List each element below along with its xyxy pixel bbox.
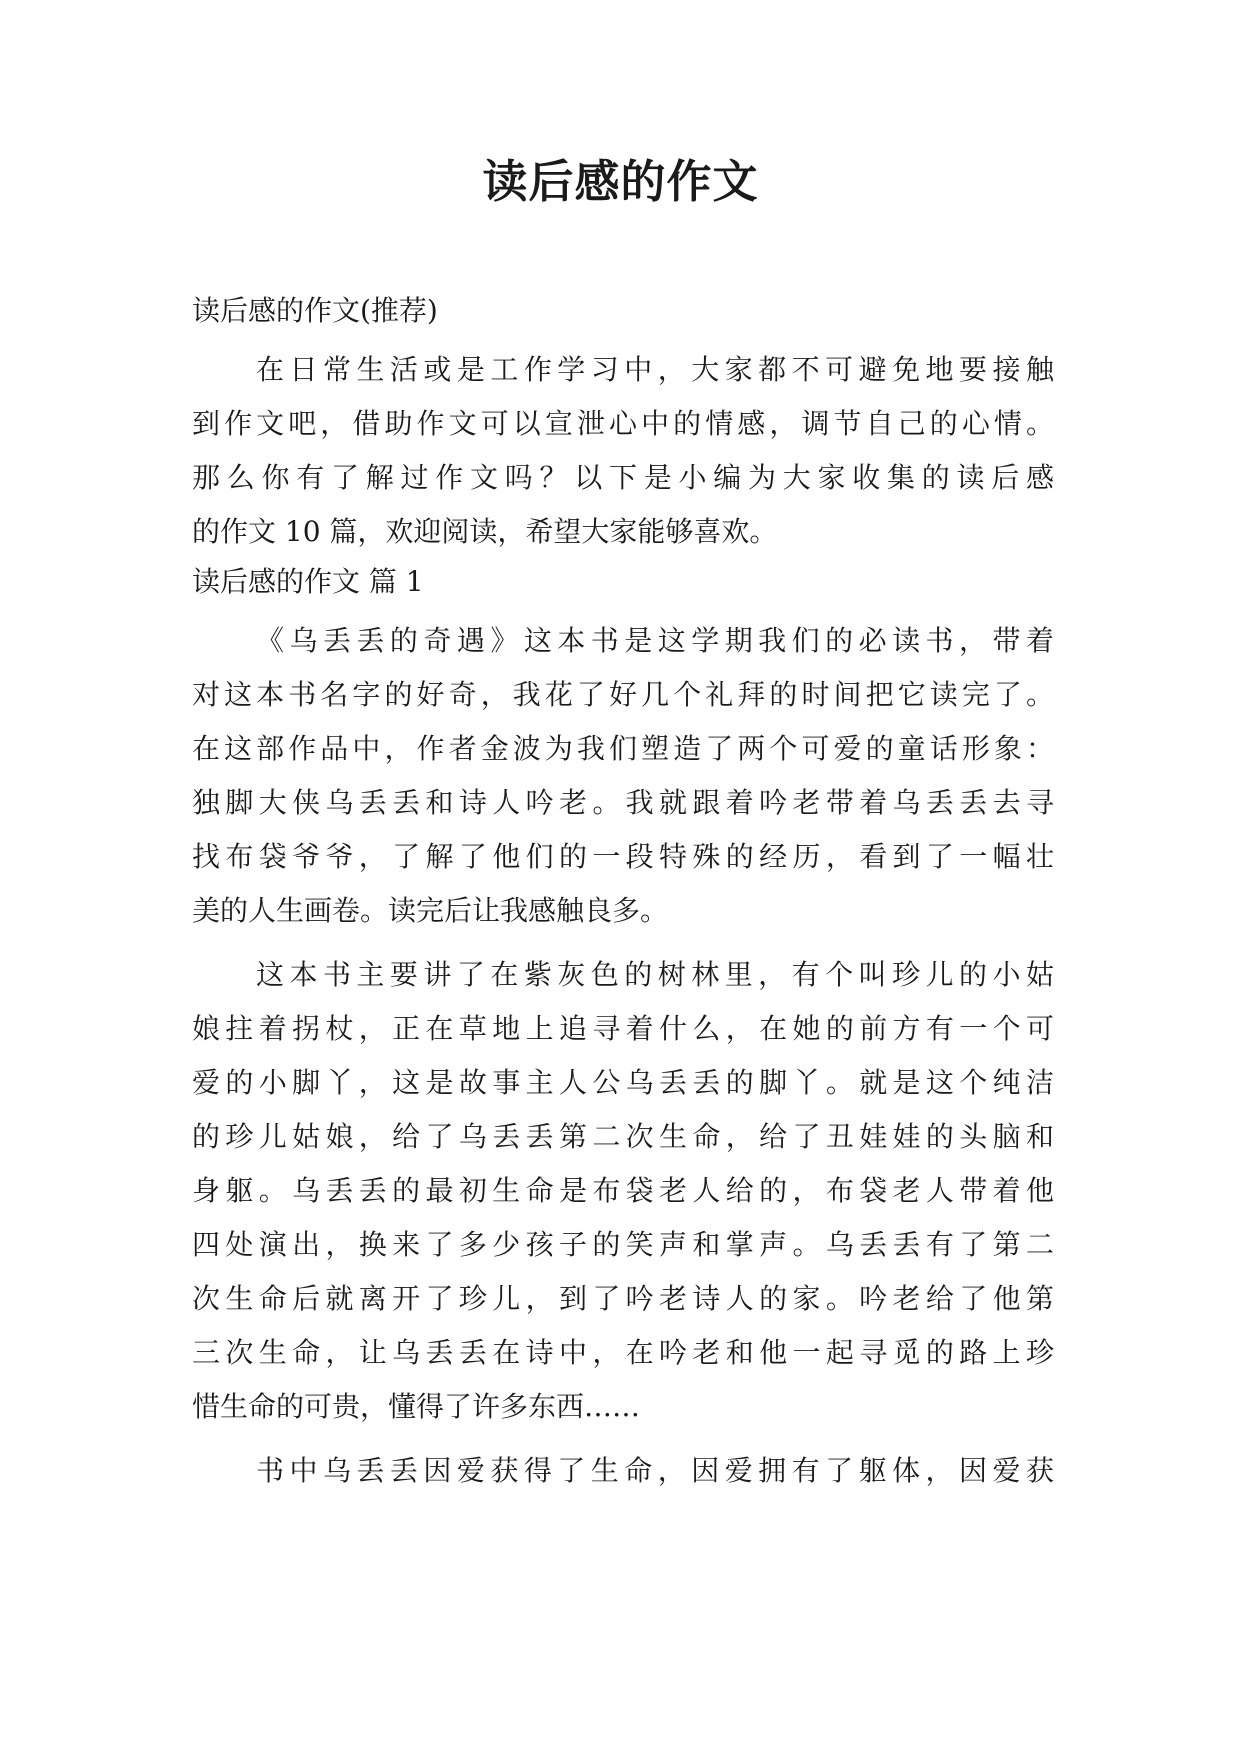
intro-paragraph [192,343,1054,559]
text-line: 次生命后就离开了珍儿，到了吟老诗人的家。吟老给了他第 [192,1282,1054,1315]
text-line: 三次生命，让乌丢丢在诗中，在吟老和他一起寻觅的路上珍 [192,1336,1054,1369]
text-line: 那么你有了解过作文吗？以下是小编为大家收集的读后感 [192,461,1054,494]
text-line: 四处演出，换来了多少孩子的笑声和掌声。乌丢丢有了第二 [192,1228,1054,1261]
text-line: 到作文吧，借助作文可以宣泄心中的情感，调节自己的心情。 [192,407,1054,440]
text-line: 爱的小脚丫，这是故事主人公乌丢丢的脚丫。就是这个纯洁 [192,1066,1054,1099]
text-line: 娘拄着拐杖，正在草地上追寻着什么，在她的前方有一个可 [192,1012,1054,1045]
document-body [192,288,1054,1498]
paragraph-3 [192,1444,1054,1498]
text-line: 身躯。乌丢丢的最初生命是布袋老人给的，布袋老人带着他 [192,1174,1054,1207]
document-subtitle: 读后感的作文(推荐) [192,294,438,327]
text-line: 找布袋爷爷，了解了他们的一段特殊的经历，看到了一幅壮 [192,840,1054,873]
text-line: 在这部作品中，作者金波为我们塑造了两个可爱的童话形象： [192,732,1054,765]
text-line: 的作文 10 篇，欢迎阅读，希望大家能够喜欢。 [192,515,778,548]
text-line: 对这本书名字的好奇，我花了好几个礼拜的时间把它读完了。 [192,678,1054,711]
text-line: 独脚大侠乌丢丢和诗人吟老。我就跟着吟老带着乌丢丢去寻 [192,786,1054,819]
text-line: 惜生命的可贵，懂得了许多东西…… [192,1390,641,1423]
section-heading: 读后感的作文 篇 1 [192,565,424,598]
text-line: 美的人生画卷。读完后让我感触良多。 [192,894,669,927]
document-title: 读后感的作文 [482,155,759,208]
text-line: 书中乌丢丢因爱获得了生命，因爱拥有了躯体，因爱获 [256,1454,1054,1487]
text-line: 的珍儿姑娘，给了乌丢丢第二次生命，给了丑娃娃的头脑和 [192,1120,1054,1153]
paragraph-2 [192,948,1054,1434]
paragraph-1 [192,614,1054,938]
text-line: 《乌丢丢的奇遇》这本书是这学期我们的必读书，带着 [256,624,1054,657]
text-line: 这本书主要讲了在紫灰色的树林里，有个叫珍儿的小姑 [256,958,1054,991]
text-line: 在日常生活或是工作学习中，大家都不可避免地要接触 [256,353,1054,386]
